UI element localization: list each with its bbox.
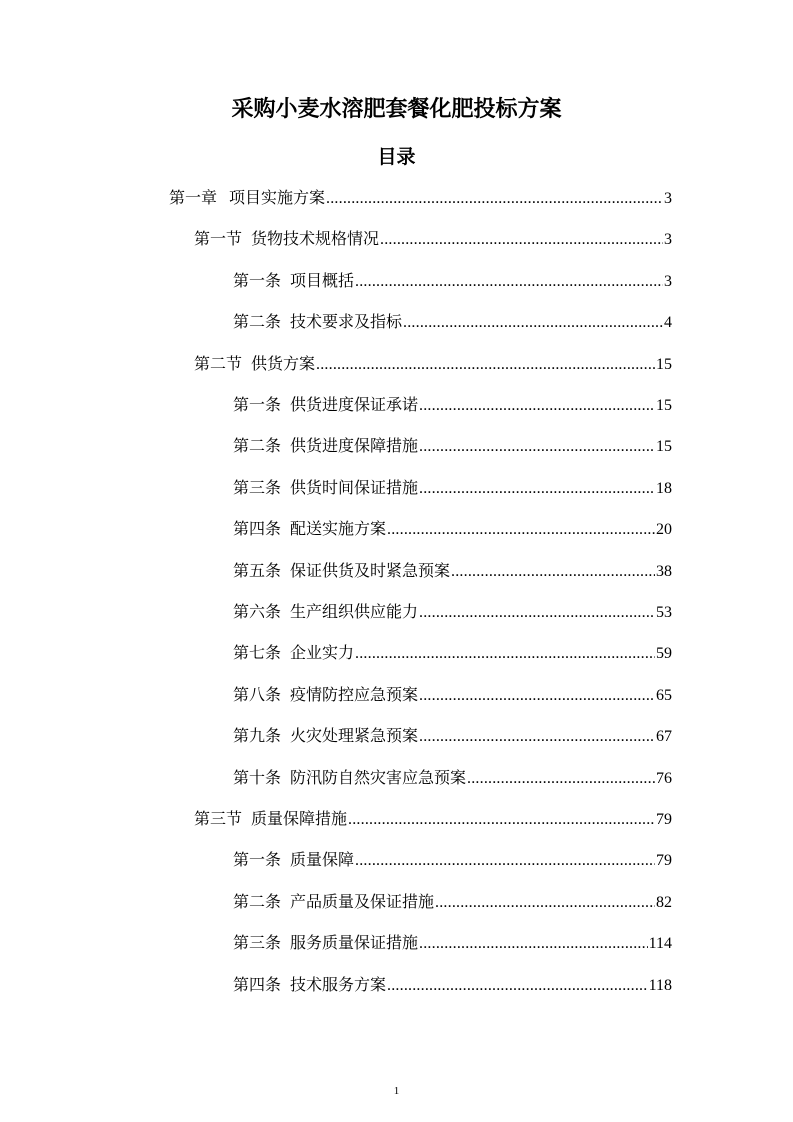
toc-entry-article[interactable] (233, 845, 672, 875)
toc-entry-page: 18 (656, 480, 672, 497)
toc-leader-dots (419, 722, 655, 752)
toc-entry-label: 第二条 (233, 436, 282, 455)
toc-entry-text: 配送实施方案 (290, 519, 387, 538)
toc-entry-label: 第一条 (233, 271, 282, 290)
toc-entry-article[interactable] (233, 970, 672, 1000)
toc-entry-label: 第五条 (233, 561, 282, 580)
toc-entry-page: 15 (656, 438, 672, 455)
toc-entry-page: 65 (656, 687, 672, 704)
toc-entry-text: 供货时间保证措施 (290, 478, 419, 497)
toc-entry-page: 3 (664, 231, 672, 248)
toc-leader-dots (419, 598, 655, 628)
toc-entry-text: 保证供货及时紧急预案 (290, 561, 451, 580)
toc-leader-dots (419, 432, 655, 462)
toc-entry-article[interactable] (233, 556, 672, 586)
toc-entry-text: 生产组织供应能力 (290, 602, 419, 621)
toc-entry-page: 3 (664, 190, 672, 207)
toc-entry-label: 第四条 (233, 519, 282, 538)
toc-entry-text: 企业实力 (290, 643, 355, 662)
toc-leader-dots (419, 929, 648, 959)
toc-entry-text: 产品质量及保证措施 (290, 892, 435, 911)
toc-entry-article[interactable] (233, 638, 672, 668)
toc-leader-dots (419, 474, 655, 504)
toc-entry-article[interactable] (233, 763, 672, 793)
toc-entry-page: 3 (664, 273, 672, 290)
toc-entry-text: 供货进度保障措施 (290, 436, 419, 455)
toc-entry-article[interactable] (233, 431, 672, 461)
toc-entry-article[interactable] (233, 266, 672, 296)
toc-entry-article[interactable] (233, 887, 672, 917)
toc-entry-label: 第三条 (233, 478, 282, 497)
toc-entry-label: 第一章 (169, 188, 218, 207)
toc-entry-page: 38 (656, 563, 672, 580)
toc-leader-dots (435, 888, 655, 918)
toc-leader-dots (403, 308, 663, 338)
toc-entry-section-1[interactable] (194, 224, 672, 254)
toc-entry-label: 第三节 (194, 809, 243, 828)
toc-entry-article[interactable] (233, 597, 672, 627)
document-title: 采购小麦水溶肥套餐化肥投标方案 (231, 97, 562, 122)
toc-leader-dots (419, 681, 655, 711)
toc-entry-label: 第十条 (233, 768, 282, 787)
toc-entry-page: 118 (648, 977, 672, 994)
toc-entry-label: 第六条 (233, 602, 282, 621)
toc-entry-text: 火灾处理紧急预案 (290, 726, 419, 745)
toc-entry-label: 第一节 (194, 229, 243, 248)
toc-entry-label: 第三条 (233, 933, 282, 952)
toc-entry-label: 第七条 (233, 643, 282, 662)
toc-entry-article[interactable] (233, 473, 672, 503)
toc-leader-dots (467, 764, 655, 794)
toc-leader-dots (451, 557, 655, 587)
toc-entry-page: 59 (656, 645, 672, 662)
toc-entry-text: 项目实施方案 (229, 188, 326, 207)
toc-leader-dots (355, 846, 655, 876)
toc-entry-article[interactable] (233, 928, 672, 958)
toc-entry-page: 82 (656, 894, 672, 911)
toc-entry-text: 质量保障措施 (251, 809, 348, 828)
toc-entry-label: 第一条 (233, 850, 282, 869)
toc-entry-text: 服务质量保证措施 (290, 933, 419, 952)
toc-entry-label: 第二节 (194, 354, 243, 373)
toc-entry-text: 供货方案 (251, 354, 316, 373)
toc-leader-dots (326, 184, 663, 214)
toc-entry-label: 第二条 (233, 312, 282, 331)
toc-entry-text: 供货进度保证承诺 (290, 395, 419, 414)
toc-leader-dots (348, 805, 655, 835)
toc-entry-section-3[interactable] (194, 804, 672, 834)
toc-entry-page: 20 (656, 521, 672, 538)
toc-entry-article[interactable] (233, 307, 672, 337)
page-number: 1 (393, 1085, 400, 1097)
toc-entry-page: 15 (656, 356, 672, 373)
toc-leader-dots (387, 971, 648, 1001)
toc-leader-dots (419, 391, 655, 421)
toc-entry-page: 79 (656, 811, 672, 828)
toc-entry-section-2[interactable] (194, 349, 672, 379)
toc-entry-label: 第一条 (233, 395, 282, 414)
toc-entry-label: 第八条 (233, 685, 282, 704)
toc-entry-label: 第二条 (233, 892, 282, 911)
toc-entry-article[interactable] (233, 390, 672, 420)
toc-entry-text: 项目概括 (290, 271, 355, 290)
toc-leader-dots (355, 267, 663, 297)
toc-entry-label: 第九条 (233, 726, 282, 745)
toc-entry-page: 79 (656, 852, 672, 869)
toc-entry-chapter-1[interactable] (169, 183, 672, 213)
toc-entry-article[interactable] (233, 514, 672, 544)
toc-leader-dots (316, 350, 655, 380)
toc-entry-page: 4 (664, 314, 672, 331)
toc-entry-page: 15 (656, 397, 672, 414)
toc-entry-text: 技术服务方案 (290, 975, 387, 994)
toc-entry-text: 疫情防控应急预案 (290, 685, 419, 704)
toc-entry-page: 114 (648, 935, 672, 952)
toc-leader-dots (380, 225, 663, 255)
toc-entry-text: 质量保障 (290, 850, 355, 869)
toc-entry-page: 53 (656, 604, 672, 621)
toc-entry-page: 76 (656, 770, 672, 787)
toc-leader-dots (387, 515, 655, 545)
toc-heading: 目录 (377, 146, 416, 168)
toc-entry-text: 防汛防自然灾害应急预案 (290, 768, 467, 787)
toc-entry-text: 货物技术规格情况 (251, 229, 380, 248)
toc-leader-dots (355, 639, 655, 669)
toc-entry-article[interactable] (233, 680, 672, 710)
toc-entry-text: 技术要求及指标 (290, 312, 403, 331)
toc-entry-label: 第四条 (233, 975, 282, 994)
toc-entry-article[interactable] (233, 721, 672, 751)
toc-entry-page: 67 (656, 728, 672, 745)
